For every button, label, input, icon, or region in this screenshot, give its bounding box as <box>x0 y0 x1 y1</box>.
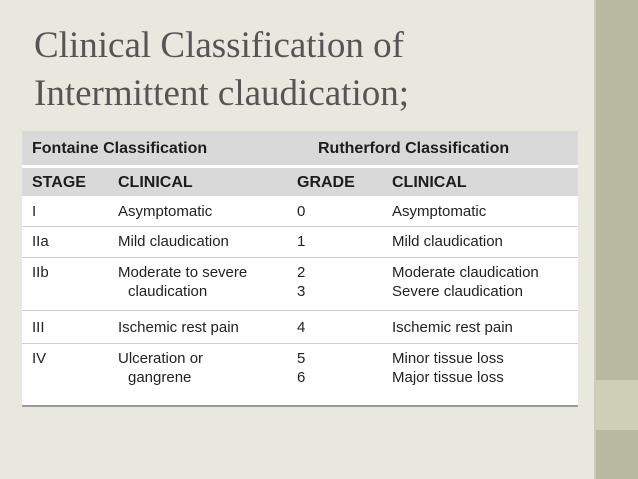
table-row <box>22 227 578 258</box>
rutherford-clinical-cell: Minor tissue loss <box>392 350 504 367</box>
stage-cell: IIa <box>32 233 49 250</box>
title-line-1: Clinical Classification of <box>34 25 404 66</box>
rutherford-clinical-cell: Moderate claudication <box>392 264 539 281</box>
fontaine-clinical-cell: Moderate to severe <box>118 264 248 281</box>
table-row <box>22 196 578 227</box>
column-header-row <box>22 168 578 196</box>
grade-cell: 1 <box>297 233 306 250</box>
stage-cell: IV <box>32 350 47 367</box>
table-row <box>22 311 578 344</box>
stage-header: STAGE <box>32 174 86 191</box>
stage-cell: I <box>32 203 37 220</box>
title-line-2: Intermittent claudication; <box>34 73 410 114</box>
grade-header: GRADE <box>297 174 355 191</box>
grade-cell: 4 <box>297 319 306 336</box>
fontaine-clinical-cell-continued: claudication <box>128 283 208 300</box>
stage-cell: IIb <box>32 264 49 281</box>
table-row <box>22 258 578 311</box>
classification-table <box>22 131 578 407</box>
rutherford-clinical-cell: Mild claudication <box>392 233 503 250</box>
grade-cell: 0 <box>297 203 306 220</box>
fontaine-header: Fontaine Classification <box>32 140 208 157</box>
table-row <box>22 344 578 399</box>
grade-cell-second: 3 <box>297 283 306 300</box>
stage-cell: III <box>32 319 45 336</box>
grade-cell: 2 <box>297 264 306 281</box>
fontaine-clinical-cell: Ischemic rest pain <box>118 319 239 336</box>
sidebar-accent-block <box>596 380 638 430</box>
rutherford-clinical-cell: Ischemic rest pain <box>392 319 513 336</box>
fontaine-clinical-cell: Ulceration or <box>118 350 204 367</box>
slide-title <box>34 22 574 118</box>
grade-cell-second: 6 <box>297 369 306 386</box>
rutherford-clinical-cell-second: Major tissue loss <box>392 369 504 386</box>
fontaine-clinical-header: CLINICAL <box>118 174 193 191</box>
fontaine-clinical-cell: Asymptomatic <box>118 203 213 220</box>
fontaine-clinical-cell-continued: gangrene <box>128 369 192 386</box>
group-header-row <box>22 131 578 168</box>
grade-cell: 5 <box>297 350 306 367</box>
rutherford-clinical-cell: Asymptomatic <box>392 203 487 220</box>
fontaine-clinical-cell: Mild claudication <box>118 233 229 250</box>
rutherford-clinical-cell-second: Severe claudication <box>392 283 523 300</box>
rutherford-clinical-header: CLINICAL <box>392 174 467 191</box>
rutherford-header: Rutherford Classification <box>318 140 510 157</box>
